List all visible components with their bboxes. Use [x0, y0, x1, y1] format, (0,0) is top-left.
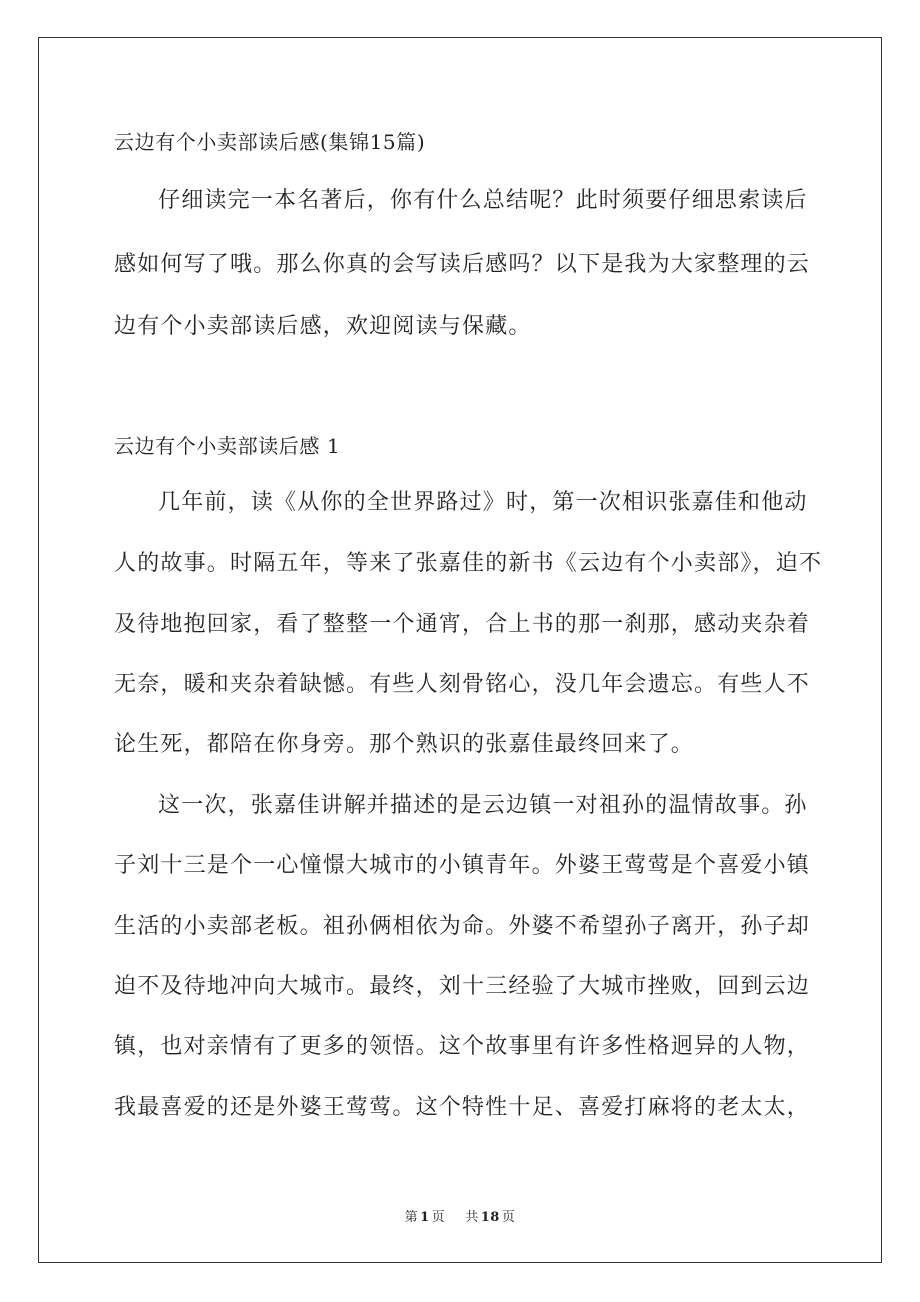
para1-line-1: 几年前，读《从你的全世界路过》时，第一次相识张嘉佳和他动 — [158, 490, 808, 515]
page-suffix: 页 — [431, 1210, 446, 1225]
document-title: 云边有个小卖部读后感(集锦15篇) — [114, 130, 426, 154]
para1-line-2: 人的故事。时隔五年，等来了张嘉佳的新书《云边有个小卖部》，迫不 — [114, 551, 823, 576]
para2-line-6: 我最喜爱的还是外婆王莺莺。这个特性十足、喜爱打麻将的老太太， — [114, 1095, 811, 1120]
para2-line-3: 生活的小卖部老板。祖孙俩相依为命。外婆不希望孙子离开，孙子却 — [114, 914, 811, 939]
section-heading: 云边有个小卖部读后感 1 — [114, 434, 341, 458]
para2-line-5: 镇，也对亲情有了更多的领悟。这个故事里有许多性格迥异的人物， — [114, 1034, 811, 1059]
page-total: 18 — [480, 1210, 500, 1225]
intro-line-2: 感如何写了哦。那么你真的会写读后感吗？以下是我为大家整理的云 — [114, 252, 811, 277]
intro-line-3: 边有个小卖部读后感，欢迎阅读与保藏。 — [114, 314, 532, 339]
para1-line-3: 及待地抱回家，看了整整一个通宵，合上书的那一刹那，感动夹杂着 — [114, 612, 811, 637]
page-prefix: 第 — [404, 1210, 419, 1225]
para2-line-2: 子刘十三是个一心憧憬大城市的小镇青年。外婆王莺莺是个喜爱小镇 — [114, 853, 811, 878]
page-border — [38, 37, 882, 1263]
para1-line-4: 无奈，暖和夹杂着缺憾。有些人刻骨铭心，没几年会遗忘。有些人不 — [114, 672, 811, 697]
para2-line-4: 迫不及待地冲向大城市。最终，刘十三经验了大城市挫败，回到云边 — [114, 974, 811, 999]
para1-line-5: 论生死，都陪在你身旁。那个熟识的张嘉佳最终回来了。 — [114, 732, 695, 757]
page-current: 1 — [420, 1210, 430, 1225]
page-footer — [0, 1206, 920, 1225]
total-suffix: 页 — [501, 1210, 516, 1225]
para2-line-1: 这一次，张嘉佳讲解并描述的是云边镇一对祖孙的温情故事。孙 — [158, 793, 808, 818]
total-prefix: 共 — [465, 1210, 479, 1225]
intro-line-1: 仔细读完一本名著后，你有什么总结呢？此时须要仔细思索读后 — [158, 188, 808, 213]
